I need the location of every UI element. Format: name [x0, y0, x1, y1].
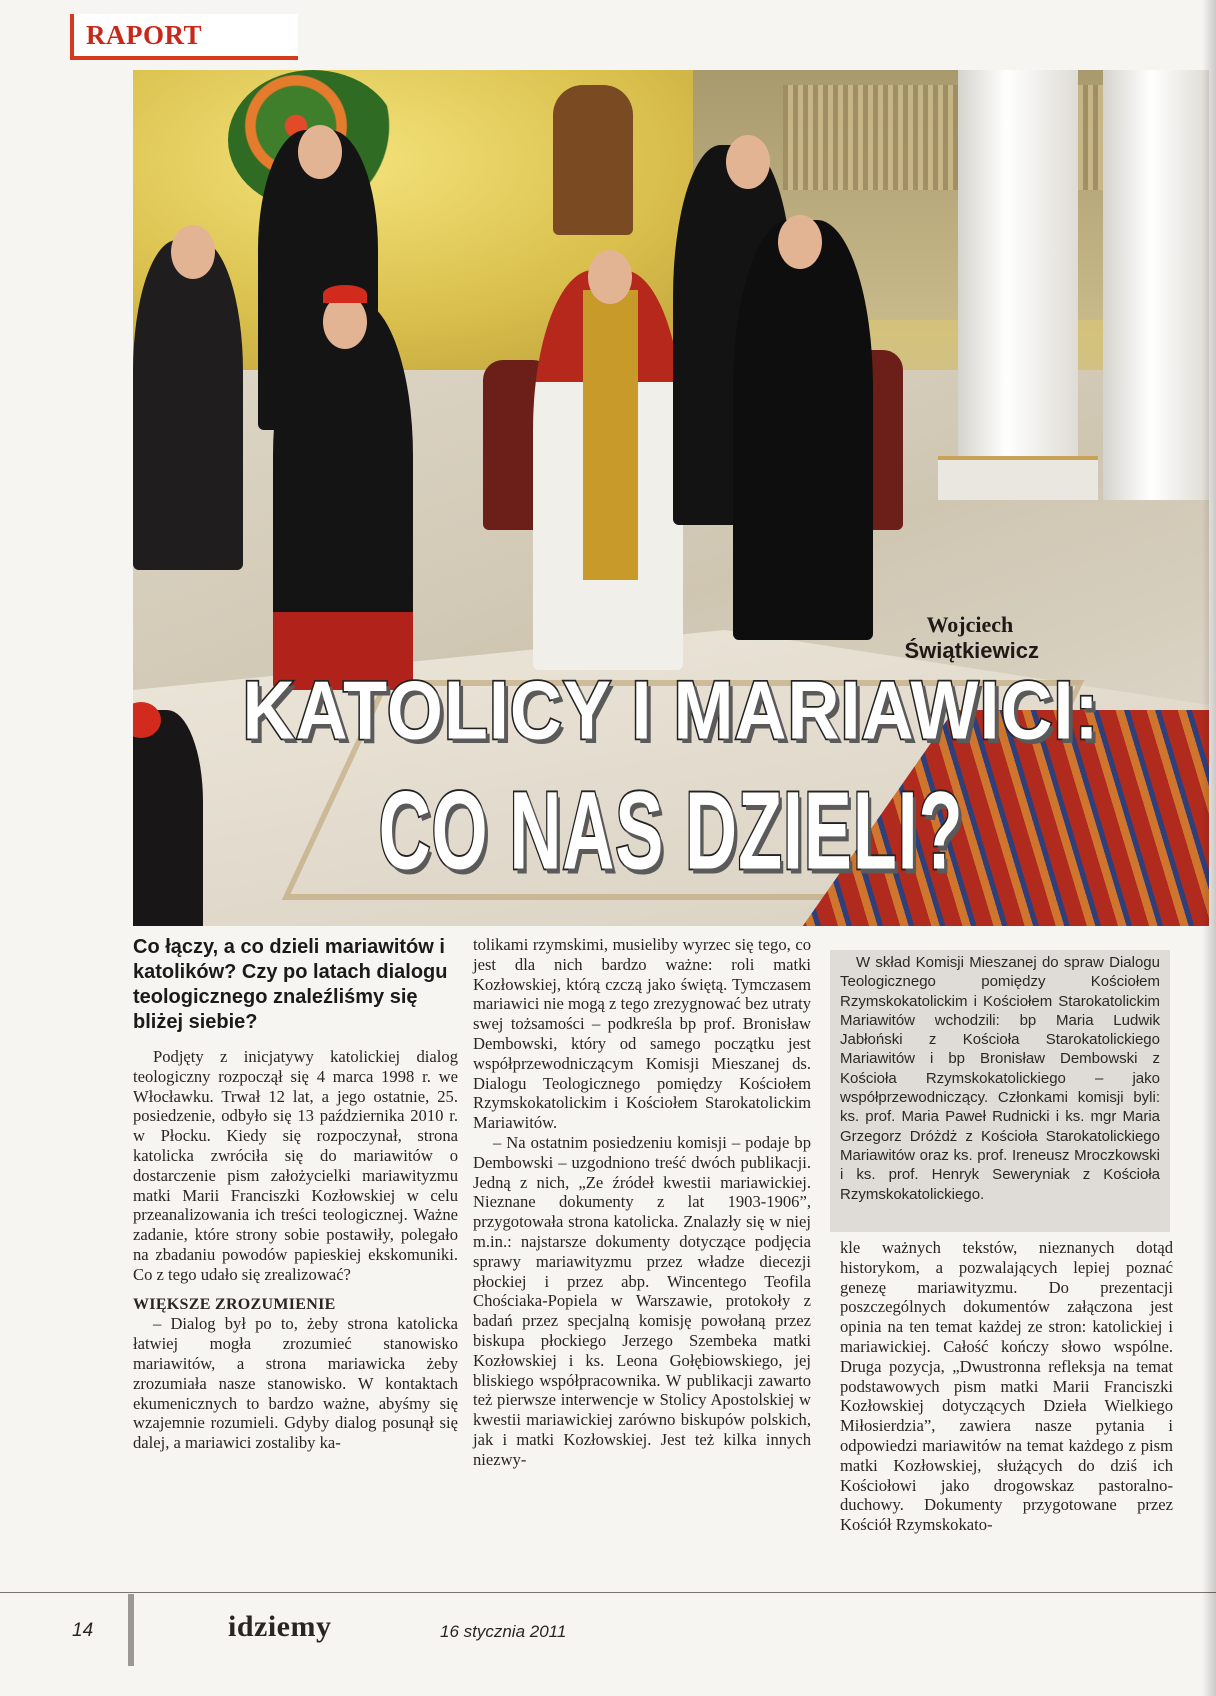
footer-divider — [0, 1592, 1216, 1593]
article-column-3 — [840, 1238, 1173, 1535]
author-first-name: Wojciech — [926, 612, 1014, 637]
subheading: WIĘKSZE ZROZUMIENIE — [133, 1295, 336, 1313]
article-column-1 — [133, 935, 458, 1453]
byline — [904, 612, 1039, 664]
paragraph: – Dialog był po to, żeby strona katolicka łatwiej mogła zrozumieć stanowisko mariawitów, a strona mariawicka żeby zrozumiała nasze stanowisko. W kontaktach ekumenicznych to bardzo ważne, abyśmy się wzajemnie rozumieli. Gdyby dialog posunął się dalej, a mariawici zostaliby ka- — [133, 1314, 458, 1453]
article-lead: Co łączy, a co dzieli mariawitów i katolików? Czy po latach dialogu teologicznego znaleźliśmy się bliżej siebie? — [133, 936, 448, 1033]
paragraph: kle ważnych tekstów, nieznanych dotąd historykom, a pozwalających lepiej poznać genezę mariawityzmu. Do prezentacji poszczególnych dokumentów załączona jest opinia na ten temat każdej ze stron: katolickiej i mariawickiej. Całość kończy słowo wspólne. Druga pozycja, „Dwustronna refleksja na temat podstawowych pism matki Marii Franciszki Kozłowskiej dotyczących Dzieła Wielkiego Miłosierdzia”, zawiera nasze pytania i odpowiedzi mariawitów na temat każdego z pism matki Kozłowskiej, służących do dziś ich Kościołowi jako drogowskaz pastoralno-duchowy. Dokumenty przygotowane przez Kościół Rzymskokato- — [840, 1238, 1173, 1535]
page-number: 14 — [72, 1620, 94, 1641]
cover-photo — [133, 70, 1209, 926]
info-box-text: W skład Komisji Mieszanej do spraw Dialogu Teologicznego pomiędzy Kościołem Rzymskokatolickim i Kościołem Starokatolickim Mariawitów wchodzili: bp Maria Ludwik Jabłoński z Kościoła Starokatolickiego Mariawitów i bp Bronisław Dembowski z Kościoła Rzymskokatolickiego – jako współprzewodniczący. Członkami komisji byli: ks. prof. Maria Paweł Rudnicki i ks. mgr Maria Grzegorz Dróżdż z Kościoła Starokatolickiego Mariawitów oraz ks. prof. Ireneusz Mroczkowski i ks. prof. Henryk Seweryniak z Kościoła Rzymskokatolickiego. — [840, 954, 1160, 1203]
issue-date: 16 stycznia 2011 — [440, 1622, 567, 1641]
page-edge-shadow — [1202, 0, 1216, 1696]
paragraph: – Na ostatnim posiedzeniu komisji – podaje bp Dembowski – uzgodniono treść dwóch publikacji. Jedną z nich, „Ze źródeł kwestii mariawickiej. Nieznane dokumenty z lat 1903-1906”, przygotowała strona katolicka. Znalazły się w niej m.in.: najstarsze dokumenty dotyczące podjęcia sprawy mariawityzmu przez władze diecezji płockiej i przez abp. Wincentego Teofila Chościaka-Popiela w Warszawie, protokoły z badań przez specjalną komisję powołaną przez biskupa płockiego Jerzego Szembeka matki Kozłowskiej i ks. Leona Gołębiowskiego, jej bliskiego współpracownika. W publikacji zawarto też pierwsze interwencje w Stolicy Apostolskiej w kwestii mariawickiej zarówno biskupów polskich, jak i matki Kozłowskiej. Jest też kilka innych niezwy- — [473, 1132, 811, 1469]
info-box — [830, 950, 1170, 1232]
section-tag — [70, 14, 298, 60]
paragraph: Podjęty z inicjatywy katolickiej dialog teologiczny rozpoczął się 4 marca 1998 r. we Włocławku. Trwał 12 lat, a jego ostatnie, 25. posiedzenie, odbyło się 13 października 2010 r. w Płocku. Kiedy się rozpoczynał, strona katolicka zwróciła się do mariawitów o dostarczenie pism założycielki mariawityzmu matki Marii Franciszki Kozłowskiej w celu przeanalizowania ich treści teologicznej. Ważne zadanie, które strony sobie postawiły, polegało na zbadaniu powodów papieskiej ekskomuniki. Co z tego udało się zrealizować? — [133, 1047, 458, 1284]
footer-accent-bar — [128, 1594, 134, 1666]
article-column-2 — [473, 935, 811, 1470]
magazine-name: idziemy — [228, 1610, 332, 1643]
author-last-name: Świątkiewicz — [904, 638, 1039, 663]
section-tag-label: RAPORT — [86, 20, 203, 50]
headline-line-1: KATOLICY I MARIAWICI: — [242, 665, 1100, 757]
headline-line-2: CO NAS DZIELI? — [378, 768, 964, 893]
paragraph: tolikami rzymskimi, musieliby wyrzec się tego, co jest dla nich bardzo ważne: roli matki Kozłowskiej, którą czczą jako świętą. Tymczasem mariawici nie mogą z tego zrezygnować bez utraty swej tożsamości – podkreśla bp prof. Bronisław Dembowski, który od samego początku jest współprzewodniczącym Komisji Mieszanej ds. Dialogu Teologicznego pomiędzy Kościołem Rzymskokatolickim i Kościołem Starokatolickim Mariawitów. — [473, 935, 811, 1133]
